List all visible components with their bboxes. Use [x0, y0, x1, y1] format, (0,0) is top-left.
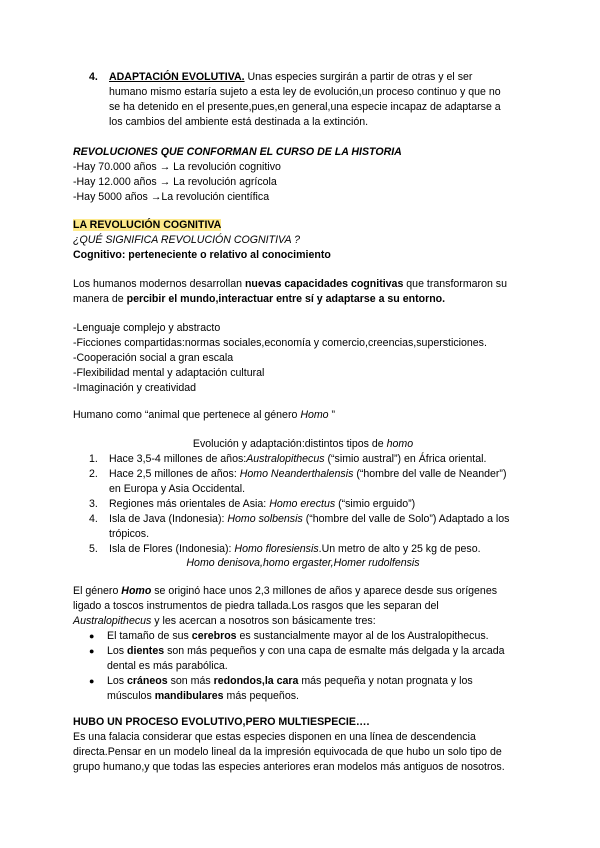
text-run: (“hombre del valle de Neander”)	[353, 468, 507, 480]
revoluciones-section	[73, 145, 533, 205]
bullet-icon: ●	[89, 646, 95, 656]
text-run: es sustancialmente mayor al de los Australopithecus.	[236, 630, 489, 642]
text-run: Hace 3,5-4 millones de años:	[109, 453, 247, 465]
evolucion-list	[73, 452, 528, 557]
bullet-item	[73, 629, 528, 644]
text-run: son más pequeños y con una capa de esmalte más delgada y la arcada	[164, 645, 505, 657]
revolucion-item: -Hay 5000 años →La revolución científica	[73, 191, 270, 203]
text-run-italic: Homo solbensis	[227, 513, 303, 525]
text-run-bold: cerebros	[191, 630, 237, 642]
item-number: 4.	[89, 513, 98, 525]
text-run-italic: homo	[386, 438, 414, 450]
text-run-italic: Homo	[300, 409, 329, 421]
text-run: (“simio erguido”)	[335, 498, 416, 510]
text-run-bold: cráneos	[127, 675, 168, 687]
evolucion-item	[73, 542, 528, 557]
cognitiva-list	[73, 321, 533, 396]
item-number: 2.	[89, 468, 98, 480]
text-run-bold: dientes	[127, 645, 165, 657]
text-run: Regiones más orientales de Asia:	[109, 498, 270, 510]
cognitiva-header	[73, 218, 533, 263]
list-item: -Lenguaje complejo y abstracto	[73, 322, 221, 334]
text-run-italic: Homo denisova,homo ergaster,Homer rudolfensis	[186, 557, 420, 569]
text-run-bold: redondos,la cara	[213, 675, 299, 687]
text-run: Humano como “animal que pertenece al género	[73, 409, 301, 421]
evolucion-item	[73, 452, 528, 467]
cognitiva-definition: Cognitivo: perteneciente o relativo al conocimiento	[73, 249, 331, 261]
evolucion-others	[73, 556, 533, 571]
text-run: más pequeña y notan prognata y los	[298, 675, 473, 687]
text-run-bold: nuevas capacidades cognitivas	[244, 278, 404, 290]
text-run: más pequeños.	[223, 690, 299, 702]
text-run: Isla de Java (Indonesia):	[109, 513, 228, 525]
list-item: -Flexibilidad mental y adaptación cultural	[73, 367, 265, 379]
text-line: grupo humano,y que todas las especies anteriores eran modelos más antiguos de nosotros.	[73, 761, 505, 773]
text-run: Evolución y adaptación:distintos tipos de	[192, 438, 387, 450]
text-line: directa.Pensar en un modelo lineal da la impresión equivocada de que hubo un solo tipo de	[73, 746, 502, 758]
text-run-bold: percibir el mundo,interactuar entre sí y adaptarse a su entorno.	[126, 293, 446, 305]
bullet-item	[73, 644, 528, 674]
text-run: Los	[107, 675, 128, 687]
multiespecie-heading: HUBO UN PROCESO EVOLUTIVO,PERO MULTIESPECIE….	[73, 716, 370, 728]
section-4-line2: humano mismo estaría sujeto a esta ley de evolución,un proceso continuo y que no	[109, 86, 501, 98]
bullet-item	[73, 674, 528, 704]
list-item: -Ficciones compartidas:normas sociales,economía y comercio,creencias,supersticiones.	[73, 337, 487, 349]
genero-paragraph	[73, 584, 533, 629]
cognitiva-heading: LA REVOLUCIÓN COGNITIVA	[73, 219, 222, 231]
text-line: Es una falacia considerar que estas especies disponen en una línea de descendencia	[73, 731, 476, 743]
text-run: músculos	[107, 690, 155, 702]
text-run: Los humanos modernos desarrollan	[73, 278, 245, 290]
text-run: Los	[107, 645, 128, 657]
text-run-italic: Homo Neanderthalensis	[239, 468, 354, 480]
evolucion-item	[73, 497, 528, 512]
text-run: y les acercan a nosotros son básicamente tres:	[151, 615, 376, 627]
text-run-italic: Australopithecus	[73, 615, 152, 627]
section-4	[73, 70, 528, 130]
section-4-number: 4.	[89, 71, 98, 83]
text-run: (“hombre del valle de Solo”) Adaptado a los	[302, 513, 510, 525]
text-run-bold-italic: Homo	[121, 585, 152, 597]
text-run: que transformaron su	[403, 278, 507, 290]
evolucion-item	[73, 467, 528, 497]
cognitiva-paragraph	[73, 277, 533, 307]
text-run: (“simio austral”) en África oriental.	[324, 453, 487, 465]
humano-line	[73, 408, 533, 423]
text-run: El tamaño de sus	[107, 630, 192, 642]
evolucion-title	[73, 437, 533, 452]
text-run: dental es más parabólica.	[107, 660, 228, 672]
text-run: trópicos.	[109, 528, 150, 540]
text-run: .Un metro de alto y 25 kg de peso.	[318, 543, 481, 555]
list-item: -Cooperación social a gran escala	[73, 352, 234, 364]
section-4-line1: Unas especies surgirán a partir de otras y el ser	[244, 71, 473, 83]
revoluciones-heading: REVOLUCIONES QUE CONFORMAN EL CURSO DE LA HISTORIA	[73, 146, 402, 158]
section-4-title: ADAPTACIÓN EVOLUTIVA.	[109, 71, 245, 83]
multiespecie-section	[73, 715, 533, 775]
section-4-line4: los cambios del ambiente está destinada a la extinción.	[109, 116, 369, 128]
item-number: 5.	[89, 543, 98, 555]
text-run-italic: Australopithecus	[246, 453, 325, 465]
text-run: manera de	[73, 293, 127, 305]
text-run: Hace 2,5 millones de años:	[109, 468, 240, 480]
text-run: Isla de Flores (Indonesia):	[109, 543, 235, 555]
revolucion-item: -Hay 12.000 años → La revolución agrícola	[73, 176, 277, 188]
text-run: El género	[73, 585, 122, 597]
bullet-icon: ●	[89, 631, 95, 641]
list-item: -Imaginación y creatividad	[73, 382, 197, 394]
text-run: en Europa y Asia Occidental.	[109, 483, 246, 495]
text-run: son más	[167, 675, 214, 687]
revolucion-item: -Hay 70.000 años → La revolución cognitivo	[73, 161, 281, 173]
bullet-icon: ●	[89, 676, 95, 686]
text-line: ligado a toscos instrumentos de piedra tallada.Los rasgos que les separan del	[73, 600, 439, 612]
text-run-italic: Homo erectus	[269, 498, 336, 510]
section-4-line3: se ha detenido en el presente,pues,en general,una especie incapaz de adaptarse a	[109, 101, 501, 113]
cognitiva-question: ¿QUÉ SIGNIFICA REVOLUCIÓN COGNITIVA ?	[73, 234, 301, 246]
text-run-bold: mandibulares	[154, 690, 224, 702]
genero-bullets	[73, 629, 528, 704]
text-run: ”	[328, 409, 336, 421]
item-number: 1.	[89, 453, 98, 465]
text-run-italic: Homo floresiensis	[234, 543, 319, 555]
text-run: se originó hace unos 2,3 millones de años y aparece desde sus orígenes	[151, 585, 498, 597]
item-number: 3.	[89, 498, 98, 510]
evolucion-item	[73, 512, 528, 542]
